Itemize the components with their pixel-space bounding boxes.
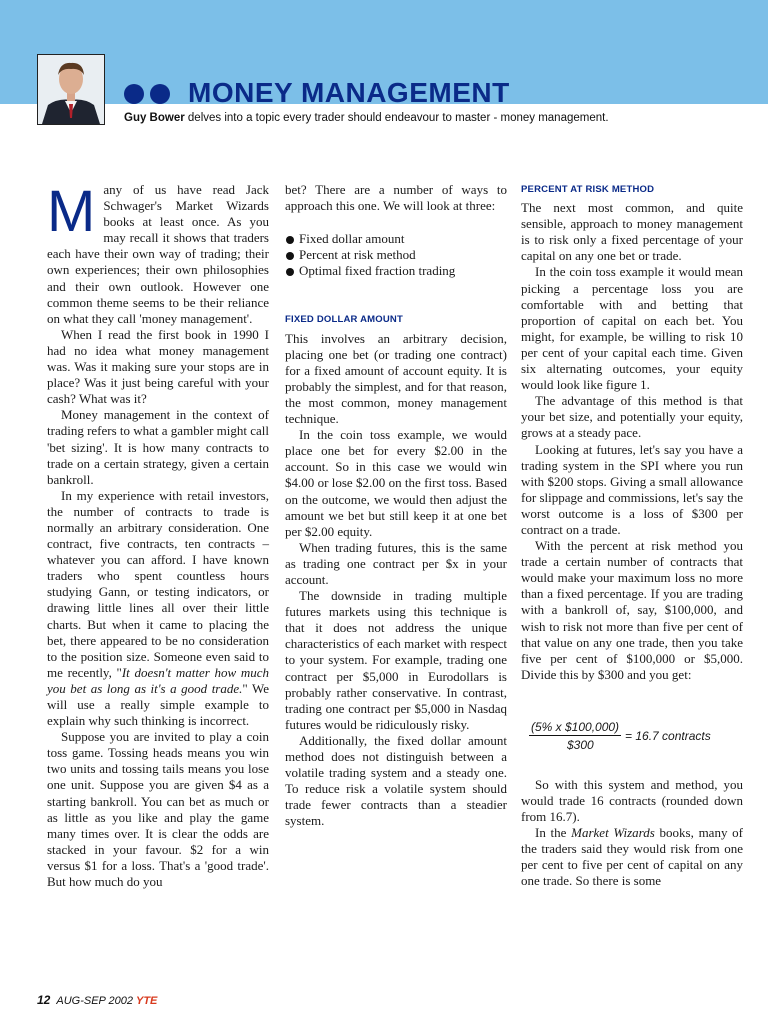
paragraph: This involves an arbitrary decision, placing one bet (or trading one contract) for a fixed amount of account equity. It is probably the simplest, and for that reason, the most common, money management technique. xyxy=(285,330,507,427)
title-dot-icon xyxy=(150,84,170,104)
paragraph-text: " We will use a really simple example to explain why such thinking is incorrect. xyxy=(47,680,269,729)
list-item: Fixed dollar amount xyxy=(285,231,507,247)
paragraph: The advantage of this method is that your bet size, and potentially your equity, grows at a steady pace. xyxy=(521,393,743,441)
section-heading: PERCENT AT RISK METHOD xyxy=(521,184,655,195)
title-bullet-dots xyxy=(124,84,176,104)
formula-numerator: (5% x $100,000) xyxy=(529,719,621,736)
paragraph: Money management in the context of trading refers to what a gambler might call 'bet sizing'. It is how many contracts to trade on a certain strategy, given a certain bankroll. xyxy=(47,407,270,487)
section-heading: FIXED DOLLAR AMOUNT xyxy=(285,314,403,326)
contracts-formula xyxy=(529,719,743,755)
column-3 xyxy=(521,182,743,890)
title-dot-icon xyxy=(124,84,144,104)
paragraph-text: In my experience with retail investors, the number of contracts to trade is normally an arbitrary consideration. One contract, five contracts, ten contracts – whatever you can afford. I have known traders who spent countless hours studying Gann, or testing indicators, or drawing little lines all over their little charts. But when it came to placing the bet, there appeared to be no consideration to the position size. Someone even said to me recently, " xyxy=(47,487,269,680)
paragraph xyxy=(521,825,743,889)
paragraph xyxy=(47,488,269,729)
column-1 xyxy=(47,179,270,890)
column-2 xyxy=(285,182,507,829)
paragraph: Additionally, the fixed dollar amount method does not distinguish between a volatile trading system and a steady one. To reduce risk a volatile system should trade fewer contracts than a steadier system. xyxy=(285,732,507,829)
paragraph: With the percent at risk method you trade a certain number of contracts that would make your maximum loss no more than a fixed percentage. If you are trading with a bankroll of, say, $100,000, and wish to risk not more than five per cent of that value on any one trade, then you take five per cent of $100,000 or $5,000. Divide this by $300 and you get: xyxy=(521,538,743,682)
paragraph: Suppose you are invited to play a coin toss game. Tossing heads means you win two units and tossing tails means you lose one unit. Suppose you are given $4 as a starting bankroll. You can bet as much or as little as you like and play the game many times over. It is clear the odds are stacked in your favour. $2 for a win versus $1 for a loss. That's a 'good trade'. But how much do you xyxy=(47,729,269,890)
subtitle-text: delves into a topic every trader should endeavour to master - money management. xyxy=(184,112,609,124)
paragraph: The next most common, and quite sensible, approach to money management is to risk only a fixed percentage of your capital on any one bet or trade. xyxy=(521,200,743,264)
book-title: Market Wizards xyxy=(571,825,655,841)
paragraph: So with this system and method, you would trade 16 contracts (rounded down from 16.7). xyxy=(521,776,743,825)
formula-result: = 16.7 contracts xyxy=(625,728,711,743)
page-footer xyxy=(37,993,157,1007)
method-list xyxy=(285,231,507,279)
paragraph: In the coin toss example it would mean picking a percentage loss you are comfortable with and betting that proportion of capital on each bet. You might, for example, be willing to risk 10 per cent of your capital each time. Given six alternating outcomes, your equity would look like figure 1. xyxy=(521,264,743,393)
paragraph: When trading futures, this is the same as trading one contract per $x in your account. xyxy=(285,539,507,587)
article-subtitle xyxy=(124,112,609,124)
formula-denominator: $300 xyxy=(567,737,594,752)
paragraph: In the coin toss example, we would place one bet for every $2.00 in the account. So in this case we would win $4.00 or lose $2.00 on the first toss. Based on the outcome, we would then adjust the amount we bet but still keep it at one bet per $2.00 equity. xyxy=(285,427,507,539)
issue-date: AUG-SEP 2002 xyxy=(56,995,133,1007)
paragraph: Looking at futures, let's say you have a trading system in the SPI where you run with $200 stops. Giving a small allowance for slippage and commissions, let's say the worst outcome is a loss of $300 per contract on a trade. xyxy=(521,441,743,537)
author-name: Guy Bower xyxy=(124,112,185,124)
author-photo xyxy=(37,54,105,125)
author-portrait-icon xyxy=(38,55,104,124)
paragraph-text: In the xyxy=(535,825,572,841)
list-item: Optimal fixed fraction trading xyxy=(285,263,507,279)
list-item: Percent at risk method xyxy=(285,247,507,263)
drop-cap: M xyxy=(47,179,96,244)
page-number: 12 xyxy=(37,993,51,1007)
paragraph: any of us have read Jack Schwager's Market Wizards books at least once. As you may recall it shows that traders each have their own way of trading; their own experiences; their own philosophies and their own outlook. However one common theme seems to be their reliance on what they call 'money management'. xyxy=(47,182,269,326)
magazine-name: YTE xyxy=(136,995,158,1007)
paragraph-text: books, many of the traders said they would risk from one per cent to five per cent of capital on any one trade. So there is some xyxy=(521,825,743,889)
paragraph: bet? There are a number of ways to approach this one. We will look at three: xyxy=(285,182,507,214)
article-title: MONEY MANAGEMENT xyxy=(188,77,510,108)
paragraph: When I read the first book in 1990 I had no idea what money management was. Was it making sure your stops are in place? Was it just being careful with your cash? What was it? xyxy=(47,326,269,407)
quote: It doesn't matter how much you bet as long as it's a good trade. xyxy=(47,664,269,696)
paragraph: The downside in trading multiple futures markets using this technique is that it does not address the unique characteristics of each market with respect to your system. For example, trading one contract per $5,000 in Eurodollars is probably rather conservative. In contrast, trading one contract per $5,000 in Nasdaq futures would be ridiculously risky. xyxy=(285,588,507,732)
